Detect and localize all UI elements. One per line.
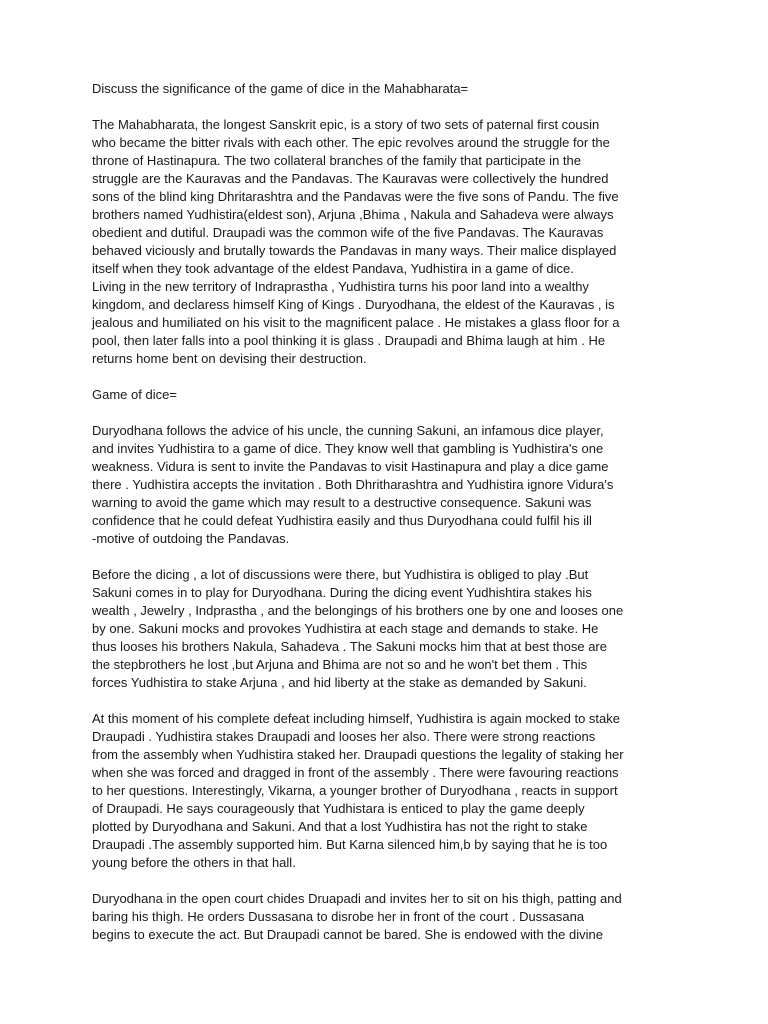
document-page [92,80,682,944]
text-line: young before the others in that hall. [92,855,296,870]
paragraph [92,890,682,944]
text-line: At this moment of his complete defeat including himself, Yudhistira is again mocked to stake [92,711,620,726]
text-line: behaved viciously and brutally towards the Pandavas in many ways. Their malice displayed [92,243,617,258]
text-line: there . Yudhistira accepts the invitation . Both Dhritharashtra and Yudhistira ignore Vidura's [92,477,614,492]
text-line: Before the dicing , a lot of discussions were there, but Yudhistira is obliged to play .But [92,567,589,582]
text-line: pool, then later falls into a pool thinking it is glass . Draupadi and Bhima laugh at him . He [92,333,606,348]
text-line: Duryodhana follows the advice of his uncle, the cunning Sakuni, an infamous dice player, [92,423,604,438]
text-line: baring his thigh. He orders Dussasana to disrobe her in front of the court . Dussasana [92,909,585,924]
paragraph [92,566,682,692]
section-heading-game-of-dice [92,386,682,404]
text-line: jealous and humiliated on his visit to the magnificent palace . He mistakes a glass floor for a [92,315,620,330]
text-line: itself when they took advantage of the eldest Pandava, Yudhistira in a game of dice. [92,261,574,276]
text-line: Game of dice= [92,387,177,402]
text-line: throne of Hastinapura. The two collateral branches of the family that participate in the [92,153,581,168]
text-line: forces Yudhistira to stake Arjuna , and hid liberty at the stake as demanded by Sakuni. [92,675,587,690]
intro-paragraph [92,116,682,368]
text-line: by one. Sakuni mocks and provokes Yudhistira at each stage and demands to stake. He [92,621,599,636]
text-line: begins to execute the act. But Draupadi cannot be bared. She is endowed with the divine [92,927,603,942]
text-line: warning to avoid the game which may result to a destructive consequence. Sakuni was [92,495,592,510]
text-line: The Mahabharata, the longest Sanskrit epic, is a story of two sets of paternal first cousin [92,117,600,132]
text-line: Discuss the significance of the game of dice in the Mahabharata= [92,81,469,96]
text-line: the stepbrothers he lost ,but Arjuna and Bhima are not so and he won't bet them . This [92,657,588,672]
text-line: plotted by Duryodhana and Sakuni. And that a lost Yudhistira has not the right to stake [92,819,588,834]
paragraph-gap [92,548,682,566]
text-line: -motive of outdoing the Pandavas. [92,531,290,546]
text-line: who became the bitter rivals with each other. The epic revolves around the struggle for the [92,135,610,150]
text-line: obedient and dutiful. Draupadi was the common wife of the five Pandavas. The Kauravas [92,225,604,240]
text-line: wealth , Jewelry , Indprastha , and the belongings of his brothers one by one and looses one [92,603,624,618]
text-line: thus looses his brothers Nakula, Sahadeva . The Sakuni mocks him that at best those are [92,639,607,654]
paragraph-gap [92,404,682,422]
paragraph-gap [92,368,682,386]
text-line: Draupadi .The assembly supported him. But Karna silenced him,b by saying that he is too [92,837,608,852]
text-line: struggle are the Kauravas and the Pandavas. The Kauravas were collectively the hundred [92,171,609,186]
text-line: sons of the blind king Dhritarashtra and the Pandavas were the five sons of Pandu. The five [92,189,619,204]
text-line: and invites Yudhistira to a game of dice. They know well that gambling is Yudhistira's one [92,441,604,456]
text-line: Living in the new territory of Indraprastha , Yudhistira turns his poor land into a wealthy [92,279,589,294]
text-line: brothers named Yudhistira(eldest son), Arjuna ,Bhima , Nakula and Sahadeva were always [92,207,614,222]
paragraph [92,422,682,548]
text-line: to her questions. Interestingly, Vikarna, a younger brother of Duryodhana , reacts in support [92,783,618,798]
text-line: Draupadi . Yudhistira stakes Draupadi and looses her also. There were strong reactions [92,729,596,744]
text-line: kingdom, and declaress himself King of Kings . Duryodhana, the eldest of the Kauravas , is [92,297,615,312]
question-heading [92,80,682,98]
paragraph-gap [92,692,682,710]
paragraph [92,710,682,872]
text-line: when she was forced and dragged in front of the assembly . There were favouring reactions [92,765,619,780]
text-line: of Draupadi. He says courageously that Yudhistara is enticed to play the game deeply [92,801,585,816]
text-line: returns home bent on devising their destruction. [92,351,367,366]
text-line: Sakuni comes in to play for Duryodhana. During the dicing event Yudhishtira stakes his [92,585,592,600]
text-line: confidence that he could defeat Yudhistira easily and thus Duryodhana could fulfil his ill [92,513,592,528]
paragraph-gap [92,872,682,890]
paragraph-gap [92,98,682,116]
text-line: weakness. Vidura is sent to invite the Pandavas to visit Hastinapura and play a dice game [92,459,609,474]
text-line: from the assembly when Yudhistira staked her. Draupadi questions the legality of staking her [92,747,624,762]
text-line: Duryodhana in the open court chides Druapadi and invites her to sit on his thigh, patting and [92,891,622,906]
